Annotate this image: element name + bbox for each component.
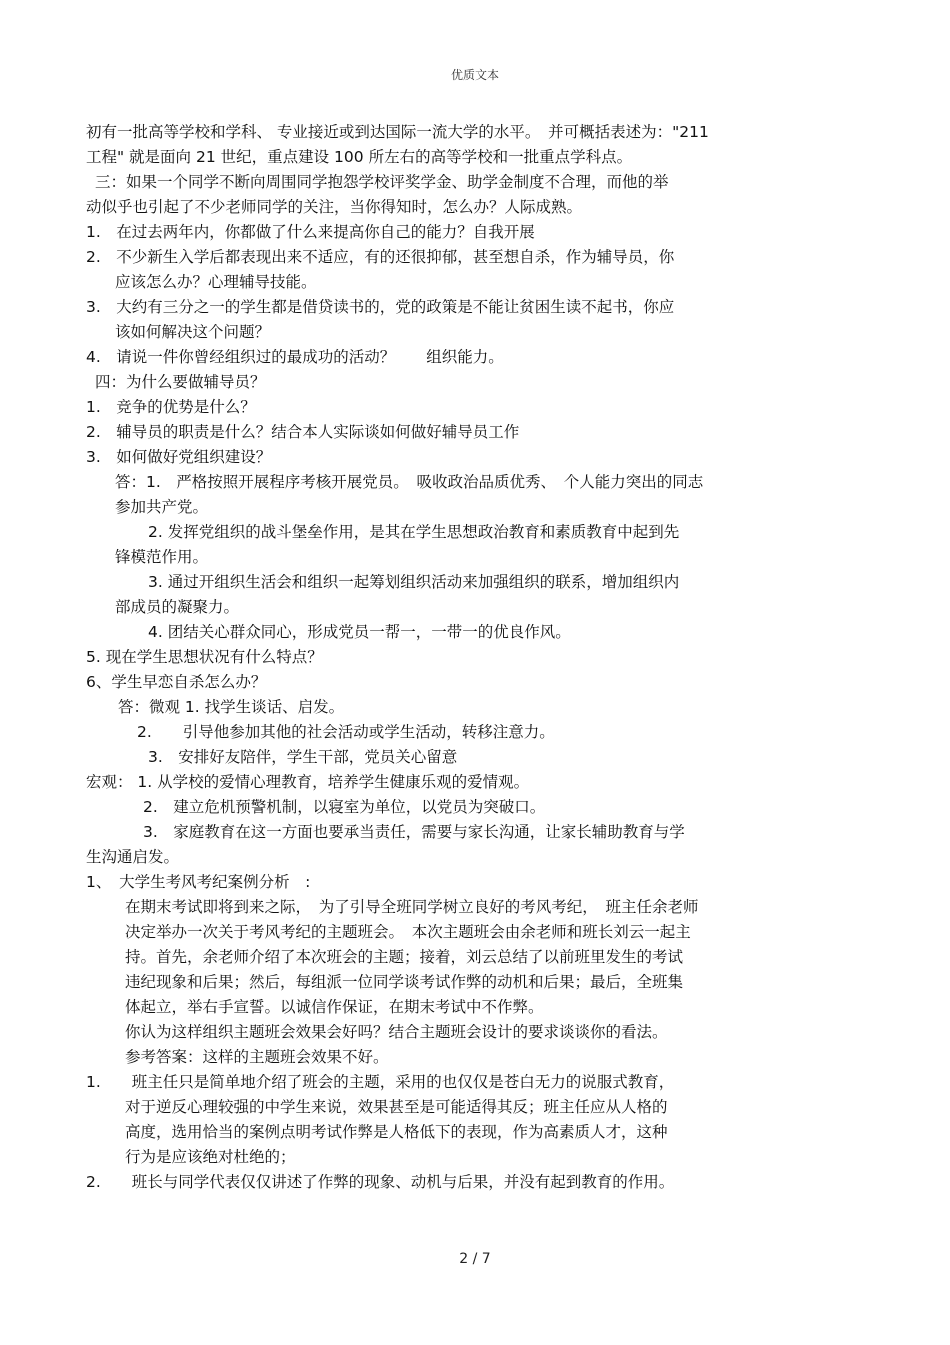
text-line: 参加共产党。	[115, 498, 209, 516]
text-line: 1. 在过去两年内，你都做了什么来提高你自己的能力？自我开展	[86, 223, 535, 241]
text-line: 应该怎么办？心理辅导技能。	[115, 273, 317, 291]
text-line: 6、学生早恋自杀怎么办？	[86, 673, 267, 691]
text-line: 4. 请说一件你曾经组织过的最成功的活动？ 组织能力。	[86, 348, 504, 366]
text-line: 3. 安排好友陪伴，学生干部，党员关心留意	[148, 748, 458, 766]
page-number: 2 / 7	[459, 1251, 491, 1267]
text-line: 决定举办一次关于考风考纪的主题班会。 本次主题班会由余老师和班长刘云一起主	[125, 923, 691, 941]
text-line: 2. 不少新生入学后都表现出来不适应，有的还很抑郁，甚至想自杀，作为辅导员，你	[86, 248, 675, 266]
text-line: 高度，选用恰当的案例点明考试作弊是人格低下的表现，作为高素质人才，这种	[125, 1123, 668, 1141]
text-line: 行为是应该绝对杜绝的；	[125, 1148, 296, 1166]
text-line: 答：1. 严格按照开展程序考核开展党员。 吸收政治品质优秀、 个人能力突出的同志	[115, 473, 704, 491]
text-line: 你认为这样组织主题班会效果会好吗？结合主题班会设计的要求谈谈你的看法。	[125, 1023, 668, 1041]
text-line: 4. 团结关心群众同心，形成党员一帮一，一带一的优良作风。	[148, 623, 571, 641]
text-line: 参考答案：这样的主题班会效果不好。	[125, 1048, 389, 1066]
text-line: 初有一批高等学校和学科、 专业接近或到达国际一流大学的水平。 并可概括表述为："211	[86, 123, 709, 141]
page-header: 优质文本	[450, 68, 499, 82]
text-line: 四：为什么要做辅导员？	[95, 373, 266, 391]
text-line: 3. 如何做好党组织建设？	[86, 448, 272, 466]
text-line: 体起立，举右手宣誓。以诚信作保证，在期末考试中不作弊。	[125, 998, 544, 1016]
text-line: 三：如果一个同学不断向周围同学抱怨学校评奖学金、助学金制度不合理，而他的举	[95, 173, 669, 191]
text-line: 2. 建立危机预警机制，以寝室为单位，以党员为突破口。	[143, 798, 546, 816]
text-line: 2. 辅导员的职责是什么？结合本人实际谈如何做好辅导员工作	[86, 423, 520, 441]
text-line: 部成员的凝聚力。	[115, 598, 240, 616]
text-line: 动似乎也引起了不少老师同学的关注，当你得知时，怎么办？人际成熟。	[86, 198, 583, 216]
text-line: 3. 通过开组织生活会和组织一起筹划组织活动来加强组织的联系，增加组织内	[148, 573, 680, 591]
text-line: 工程" 就是面向 21 世纪，重点建设 100 所左右的高等学校和一批重点学科点。	[86, 148, 633, 166]
text-line: 持。首先，余老师介绍了本次班会的主题；接着，刘云总结了以前班里发生的考试	[125, 948, 684, 966]
text-line: 生沟通启发。	[86, 848, 180, 866]
text-line: 该如何解决这个问题？	[115, 323, 271, 341]
text-line: 1、 大学生考风考纪案例分析 :	[86, 873, 311, 891]
text-line: 锋模范作用。	[115, 548, 209, 566]
text-line: 3. 大约有三分之一的学生都是借贷读书的，党的政策是不能让贫困生读不起书，你应	[86, 298, 675, 316]
text-line: 宏观： 1. 从学校的爱情心理教育，培养学生健康乐观的爱情观。	[86, 773, 530, 791]
text-line: 在期末考试即将到来之际， 为了引导全班同学树立良好的考风考纪， 班主任余老师	[125, 898, 699, 916]
text-line: 3. 家庭教育在这一方面也要承当责任，需要与家长沟通，让家长辅助教育与学	[143, 823, 685, 841]
text-line: 5. 现在学生思想状况有什么特点？	[86, 648, 323, 666]
text-line: 违纪现象和后果；然后，每组派一位同学谈考试作弊的动机和后果；最后，全班集	[125, 973, 684, 991]
text-line: 2. 发挥党组织的战斗堡垒作用，是其在学生思想政治教育和素质教育中起到先	[148, 523, 680, 541]
text-line: 1. 竞争的优势是什么？	[86, 398, 256, 416]
text-line: 1. 班主任只是简单地介绍了班会的主题，采用的也仅仅是苍白无力的说服式教育，	[86, 1073, 675, 1091]
text-line: 答：微观 1. 找学生谈话、启发。	[118, 698, 345, 716]
text-line: 2. 班长与同学代表仅仅讲述了作弊的现象、动机与后果，并没有起到教育的作用。	[86, 1173, 675, 1191]
text-line: 对于逆反心理较强的中学生来说，效果甚至是可能适得其反；班主任应从人格的	[125, 1098, 668, 1116]
text-line: 2. 引导他参加其他的社会活动或学生活动，转移注意力。	[137, 723, 555, 741]
